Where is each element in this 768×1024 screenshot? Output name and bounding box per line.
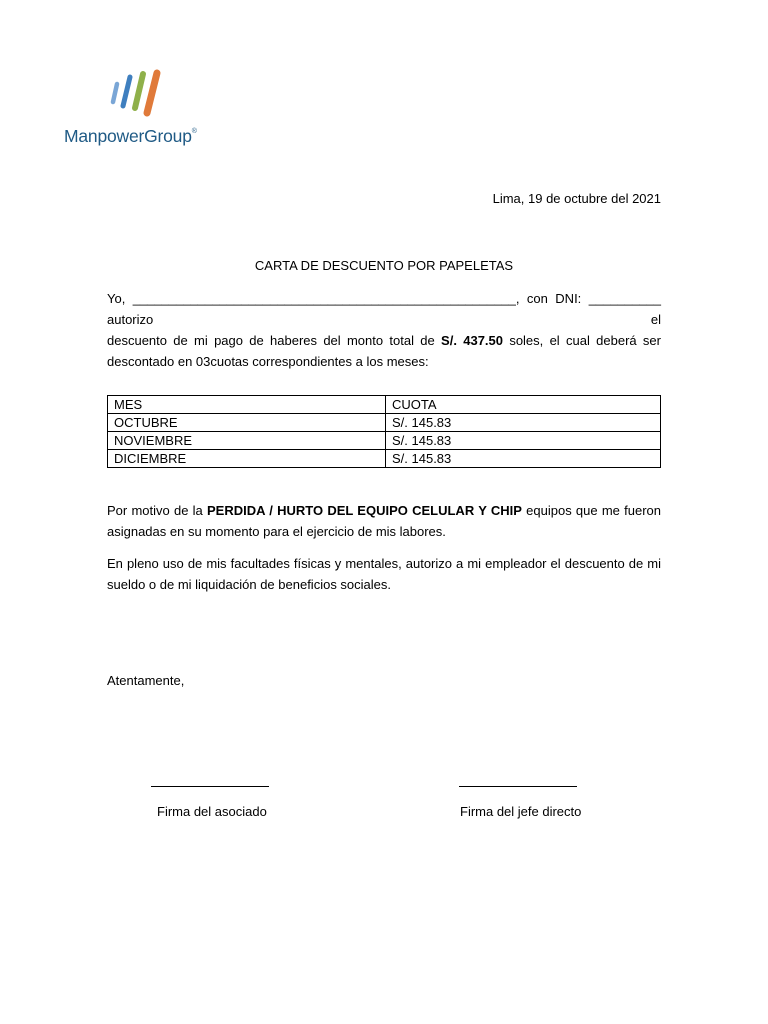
header-cuota: CUOTA [386, 396, 661, 414]
consent-paragraph: En pleno uso de mis facultades físicas y mentales, autorizo a mi empleador el descuento de mi sueldo o de mi liquidación de beneficios sociales. [107, 556, 661, 592]
paragraph-line-2: descuento de mi pago de haberes del monto total de S/. 437.50 soles, el cual deberá ser [107, 333, 661, 348]
table-row [108, 450, 661, 468]
logo-wordmark: ManpowerGroup® [64, 126, 197, 146]
closing-salutation: Atentamente, [107, 673, 185, 688]
cell-amount: S/. 145.83 [386, 414, 661, 432]
installments-table [107, 395, 661, 468]
signature-label-associate: Firma del asociado [157, 804, 267, 819]
paragraph-line-3: descontado en 03cuotas correspondientes a los meses: [107, 354, 429, 369]
signature-line-manager [459, 778, 577, 787]
total-amount: S/. 437.50 [441, 333, 504, 348]
reason-highlight: PERDIDA / HURTO DEL EQUIPO CELULAR Y CHIP [207, 503, 522, 518]
table-header-row [108, 396, 661, 414]
authorization-paragraph [107, 288, 661, 372]
cell-month: DICIEMBRE [108, 450, 386, 468]
reason-paragraph: Por motivo de la PERDIDA / HURTO DEL EQUIPO CELULAR Y CHIP equipos que me fueron asignadas en su momento para el ejercicio de mis labores. [107, 503, 661, 539]
paragraph-line-1: Yo, _____________________________________________________, con DNI: __________ autorizo el [107, 291, 661, 327]
signature-line-associate [151, 778, 269, 787]
cell-month: NOVIEMBRE [108, 432, 386, 450]
cell-month: OCTUBRE [108, 414, 386, 432]
signature-label-manager: Firma del jefe directo [460, 804, 582, 819]
cell-amount: S/. 145.83 [386, 450, 661, 468]
letter-date: Lima, 19 de octubre del 2021 [492, 191, 661, 206]
letter-title: CARTA DE DESCUENTO POR PAPELETAS [254, 258, 514, 273]
table-row [108, 414, 661, 432]
header-mes: MES [108, 396, 386, 414]
cell-amount: S/. 145.83 [386, 432, 661, 450]
table-row [108, 432, 661, 450]
manpower-logo-icon [106, 68, 162, 120]
company-logo [62, 68, 212, 152]
